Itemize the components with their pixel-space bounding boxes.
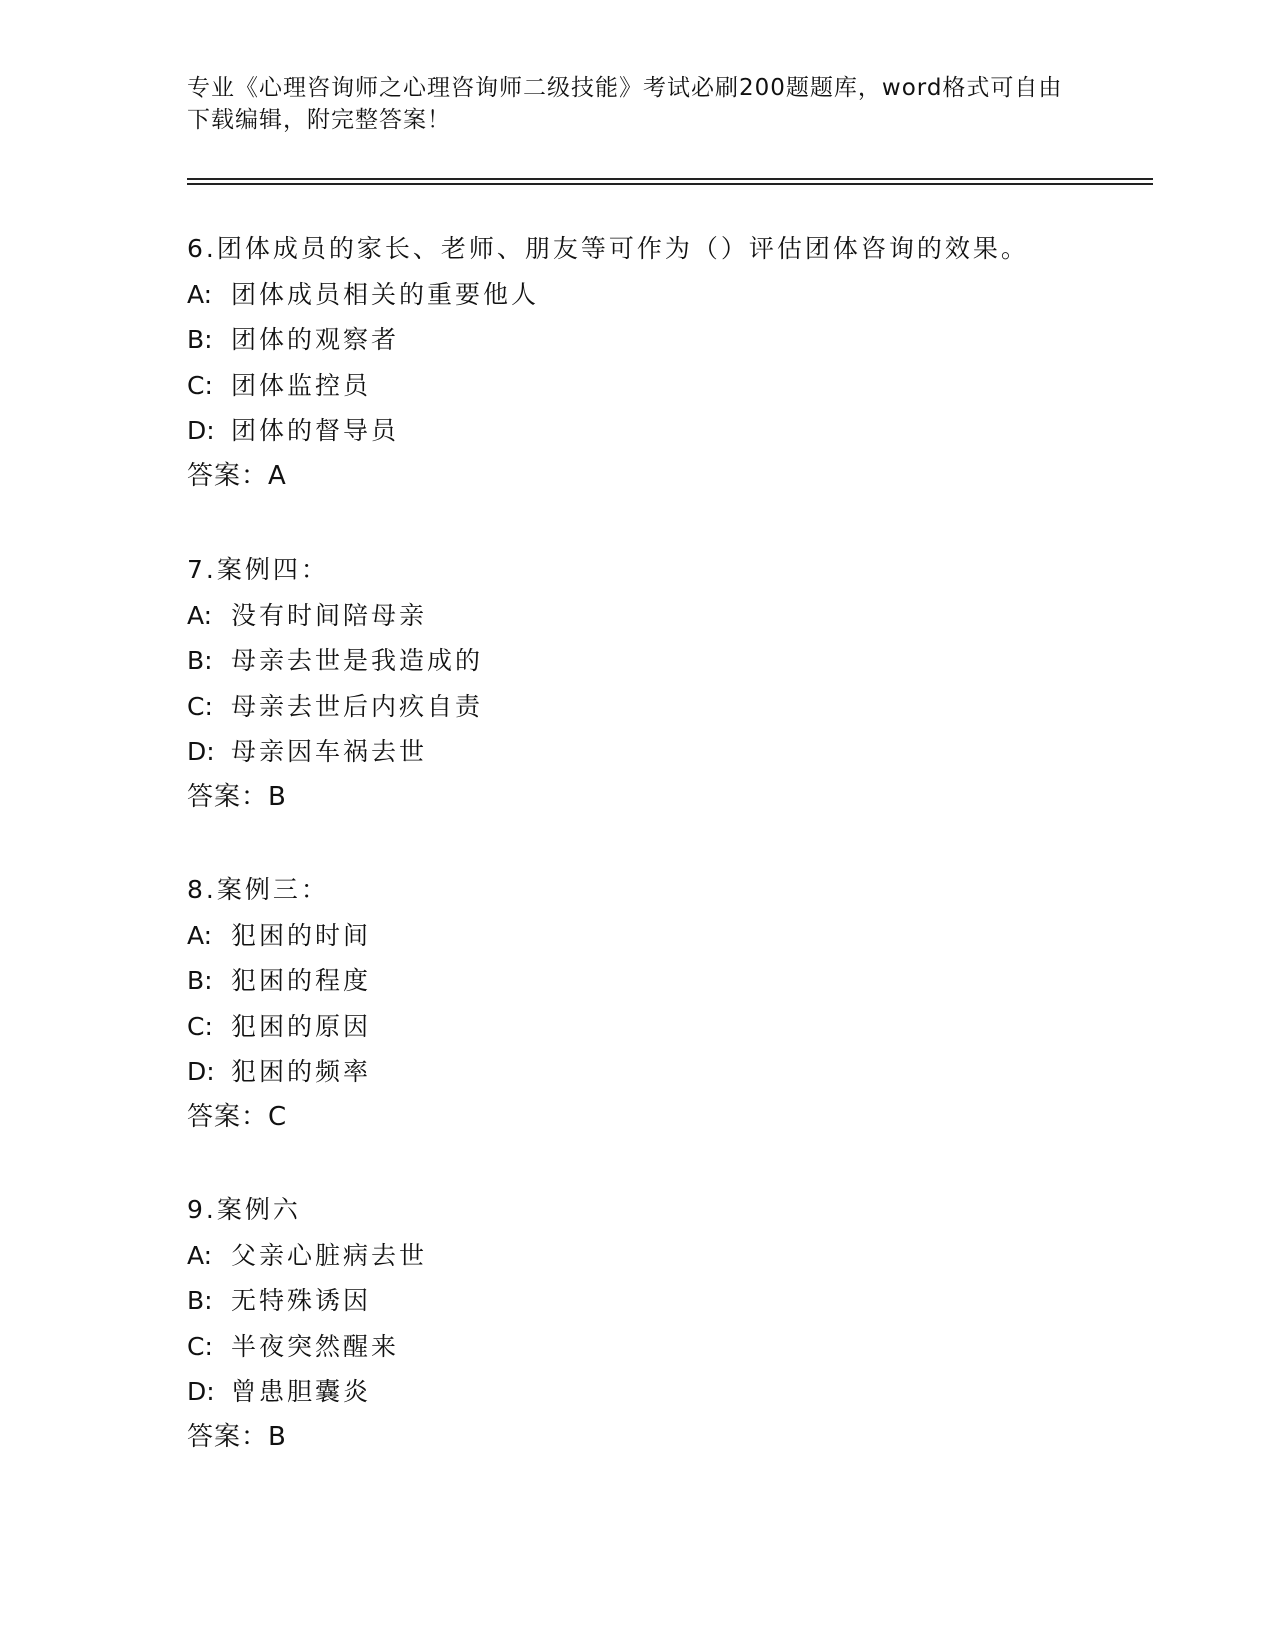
option-key: C: <box>187 370 213 400</box>
option-d <box>187 408 1117 454</box>
option-text: 团体的督导员 <box>231 416 400 445</box>
question-6 <box>187 226 1117 499</box>
option-text: 犯困的程度 <box>231 966 372 995</box>
option-text: 曾患胆囊炎 <box>231 1377 372 1406</box>
header-divider-bottom <box>187 183 1153 185</box>
option-text: 没有时间陪母亲 <box>231 600 428 630</box>
option-d <box>187 1049 1117 1095</box>
option-text: 母亲去世后内疚自责 <box>231 691 484 721</box>
option-key: B: <box>187 1286 213 1315</box>
option-key: D: <box>187 1057 215 1086</box>
question-stem: 7.案例四： <box>187 555 329 584</box>
option-text: 无特殊诱因 <box>231 1286 372 1315</box>
document-header <box>187 72 1067 136</box>
header-text: 专业《心理咨询师之心理咨询师二级技能》考试必刷200题题库，word格式可自由下载编辑，附完整答案！ <box>187 75 1063 133</box>
option-key: B: <box>187 646 213 675</box>
option-text: 团体的观察者 <box>231 325 400 354</box>
option-b <box>187 317 1117 363</box>
option-key: A: <box>187 600 213 630</box>
option-b <box>187 958 1117 1004</box>
option-c <box>187 684 1117 730</box>
question-stem: 8.案例三： <box>187 875 329 904</box>
option-text: 犯困的频率 <box>231 1057 372 1086</box>
option-text: 父亲心脏病去世 <box>231 1240 428 1270</box>
answer-line: 答案：B <box>187 781 287 812</box>
header-divider-top <box>187 178 1153 180</box>
question-stem: 6.团体成员的家长、老师、朋友等可作为（）评估团体咨询的效果。 <box>187 234 1029 263</box>
option-d <box>187 1369 1117 1415</box>
option-text: 半夜突然醒来 <box>231 1331 400 1361</box>
option-c <box>187 1324 1117 1370</box>
option-key: A: <box>187 279 213 309</box>
option-key: B: <box>187 966 213 995</box>
option-key: A: <box>187 1240 213 1270</box>
option-text: 团体成员相关的重要他人 <box>231 279 540 309</box>
option-a <box>187 272 1117 318</box>
answer-line: 答案：A <box>187 460 287 491</box>
option-b <box>187 638 1117 684</box>
option-c <box>187 363 1117 409</box>
option-key: D: <box>187 737 215 766</box>
option-key: D: <box>187 1377 215 1406</box>
question-8 <box>187 867 1117 1140</box>
option-a <box>187 913 1117 959</box>
option-key: C: <box>187 691 213 721</box>
option-text: 犯困的原因 <box>231 1011 372 1041</box>
option-text: 母亲因车祸去世 <box>231 737 428 766</box>
question-stem: 9.案例六 <box>187 1195 301 1224</box>
option-d <box>187 729 1117 775</box>
option-key: A: <box>187 920 213 950</box>
question-7 <box>187 547 1117 820</box>
option-key: C: <box>187 1011 213 1041</box>
option-text: 团体监控员 <box>231 370 372 400</box>
option-c <box>187 1004 1117 1050</box>
option-a <box>187 593 1117 639</box>
option-key: C: <box>187 1331 213 1361</box>
answer-line: 答案：C <box>187 1101 288 1132</box>
option-key: B: <box>187 325 213 354</box>
option-a <box>187 1233 1117 1279</box>
answer-line: 答案：B <box>187 1421 287 1452</box>
option-text: 母亲去世是我造成的 <box>231 646 484 675</box>
option-key: D: <box>187 416 215 445</box>
option-text: 犯困的时间 <box>231 920 372 950</box>
question-9 <box>187 1187 1117 1460</box>
option-b <box>187 1278 1117 1324</box>
